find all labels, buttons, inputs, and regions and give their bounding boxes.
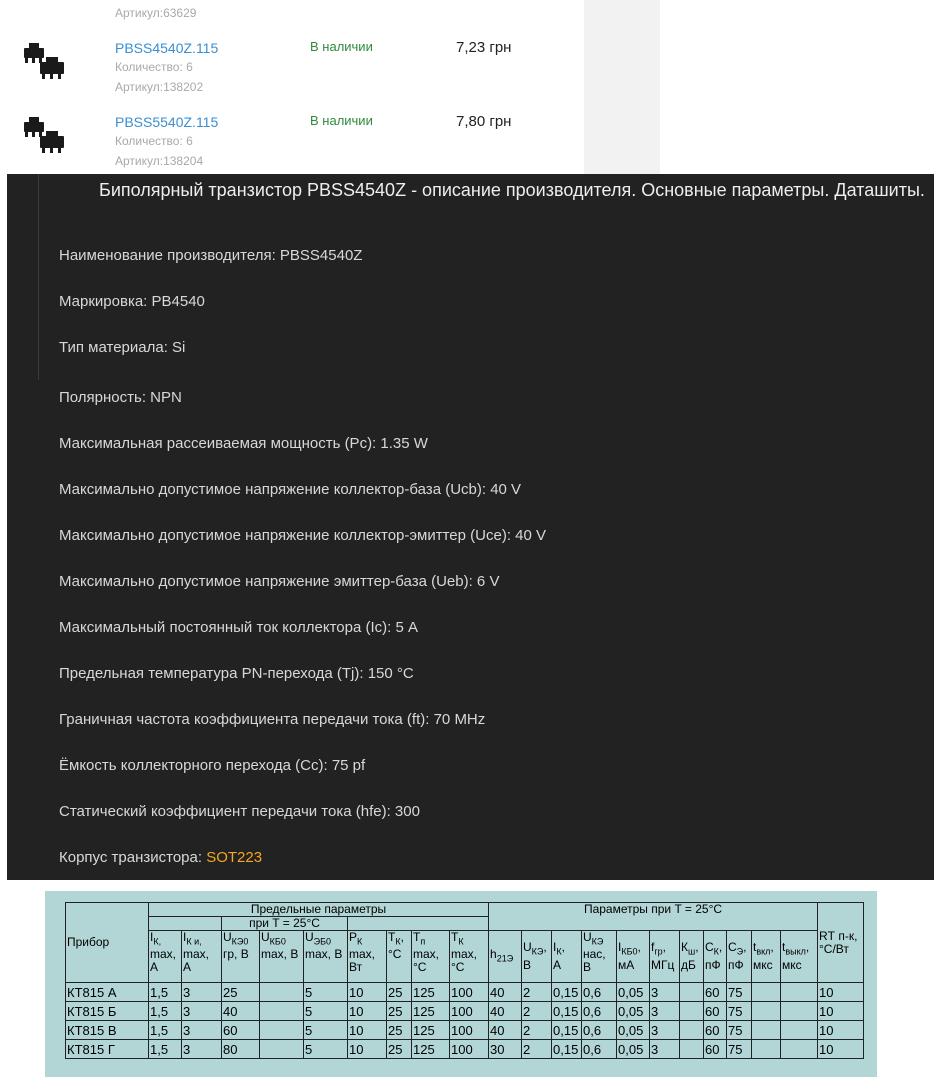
spec-uce: Максимально допустимое напряжение коллектор-эмиттер (Uce): 40 V [59, 527, 547, 544]
table-cell: 75 [727, 1040, 752, 1059]
table-cell [752, 1021, 781, 1040]
spec-power: Максимальная рассеиваемая мощность (Pc): 1.35 W [59, 435, 428, 452]
product-article: Артикул:138204 [115, 154, 204, 168]
limits-subheader: при T = 25°C [222, 917, 348, 931]
table-cell: 100 [450, 983, 489, 1002]
table-cell: 125 [412, 983, 450, 1002]
table-row [66, 1021, 864, 1040]
col-tk: $T_К$, °C [387, 931, 412, 983]
col-ksh: $К_ш$, дБ [680, 931, 704, 983]
table-cell: 10 [348, 1040, 387, 1059]
table-cell: 25 [222, 983, 260, 1002]
device-cell: КТ815 В [66, 1021, 149, 1040]
spec-hfe: Статический коэффициент передачи тока (hfe): 300 [59, 803, 420, 820]
spec-ft: Граничная частота коэффициента передачи тока (ft): 70 MHz [59, 711, 486, 728]
table-cell: 25 [387, 1002, 412, 1021]
list-right-panel [584, 0, 660, 174]
col-tk-max: $T_К$ max, °C [450, 931, 489, 983]
transistor-sot223-icon[interactable] [20, 40, 70, 80]
table-cell: 2 [522, 1040, 552, 1059]
table-cell: 125 [412, 1040, 450, 1059]
table-cell: 10 [818, 1021, 864, 1040]
table-cell: 40 [489, 1021, 522, 1040]
table-cell: 0,05 [617, 1021, 650, 1040]
table-cell [781, 983, 818, 1002]
col-ce: $C_Э$, пФ [727, 931, 752, 983]
col-ik-pulse: $I_{К и,}$ max, А [182, 931, 222, 983]
table-cell: 25 [387, 1021, 412, 1040]
table-cell: 0,15 [552, 1021, 582, 1040]
table-cell: 10 [348, 1002, 387, 1021]
col-toff: $t_{выкл}$, мкс [781, 931, 818, 983]
table-cell [781, 1002, 818, 1021]
table-cell: 60 [704, 983, 727, 1002]
spec-material: Тип материала: Si [59, 339, 186, 356]
table-cell: 10 [348, 1021, 387, 1040]
table-cell: 0,15 [552, 1002, 582, 1021]
table-cell: 5 [304, 1021, 348, 1040]
table-cell: 1,5 [149, 1040, 182, 1059]
col-ck: $C_К$, пФ [704, 931, 727, 983]
spec-cc: Ёмкость коллекторного перехода (Cc): 75 pf [59, 757, 366, 774]
table-cell: 3 [182, 1021, 222, 1040]
table-cell [781, 1021, 818, 1040]
table-row [66, 1040, 864, 1059]
device-cell: КТ815 Б [66, 1002, 149, 1021]
table-cell [260, 1040, 304, 1059]
col-pk: $P_К$ max, Вт [348, 931, 387, 983]
col-ueb0: $U_{ЭБ0}$ max, В [304, 931, 348, 983]
device-cell: КТ815 Г [66, 1040, 149, 1059]
table-cell: 60 [704, 1021, 727, 1040]
table-cell: 0,15 [552, 983, 582, 1002]
rt-header: RТ п-к, °С/Вт [818, 903, 864, 983]
table-cell: 40 [489, 1002, 522, 1021]
table-cell: 5 [304, 1040, 348, 1059]
table-cell: 100 [450, 1040, 489, 1059]
package-link[interactable]: SOT223 [206, 849, 263, 866]
col-ik: $I_{К,}$ max, А [149, 931, 182, 983]
table-cell: 5 [304, 1002, 348, 1021]
spec-package [59, 849, 262, 866]
partial-article: Артикул:63629 [115, 6, 197, 20]
table-cell: 60 [222, 1021, 260, 1040]
table-row [66, 983, 864, 1002]
table-cell [752, 1002, 781, 1021]
table-cell: 100 [450, 1002, 489, 1021]
transistor-spec-panel [7, 174, 934, 880]
table-cell [752, 1040, 781, 1059]
spec-tj: Предельная температура PN-перехода (Tj): 150 °C [59, 665, 414, 682]
col-uke0: $U_{КЭ0}$ гр, В [222, 931, 260, 983]
product-article: Артикул:138202 [115, 80, 204, 94]
limits-header: Предельные параметры [149, 903, 489, 917]
col-h21e: $h_{21Э}$ [489, 931, 522, 983]
table-cell: 30 [489, 1040, 522, 1059]
table-cell: 3 [650, 1021, 680, 1040]
spec-marking: Маркировка: PB4540 [59, 293, 205, 310]
table-cell [260, 983, 304, 1002]
table-cell: 3 [650, 1040, 680, 1059]
col-uke: $U_{КЭ}$, В [522, 931, 552, 983]
table-cell: 60 [704, 1002, 727, 1021]
product-quantity: Количество: 6 [115, 60, 193, 74]
table-cell: 0,05 [617, 1040, 650, 1059]
table-cell: 0,05 [617, 1002, 650, 1021]
table-cell: 10 [818, 1040, 864, 1059]
table-cell: 25 [387, 983, 412, 1002]
product-quantity: Количество: 6 [115, 134, 193, 148]
table-cell: 3 [650, 1002, 680, 1021]
kt815-table-image [45, 891, 877, 1077]
spec-polarity: Полярность: NPN [59, 389, 182, 406]
product-price: 7,23 грн [456, 39, 512, 56]
table-cell: 75 [727, 1021, 752, 1040]
col-ik2: $I_К$, А [552, 931, 582, 983]
table-cell: 125 [412, 1021, 450, 1040]
table-cell: 10 [348, 983, 387, 1002]
table-cell [680, 983, 704, 1002]
table-cell: 0,6 [582, 1002, 617, 1021]
spec-ic: Максимальный постоянный ток коллектора (Ic): 5 A [59, 619, 418, 636]
table-cell: 3 [182, 1002, 222, 1021]
table-cell: 60 [704, 1040, 727, 1059]
table-cell: 1,5 [149, 1021, 182, 1040]
col-ukb0: $U_{КБ0}$ max, В [260, 931, 304, 983]
col-fgr: $f_{гр}$, МГц [650, 931, 680, 983]
spacer-cell [348, 917, 489, 931]
table-cell: 100 [450, 1021, 489, 1040]
spacer-cell [149, 917, 222, 931]
table-cell [680, 1021, 704, 1040]
col-uke-sat: $U_{КЭ}$ нас, В [582, 931, 617, 983]
table-cell: 0,15 [552, 1040, 582, 1059]
table-cell: 2 [522, 1021, 552, 1040]
table-cell: 75 [727, 1002, 752, 1021]
spec-package-label: Корпус транзистора: [59, 849, 207, 866]
product-list [0, 0, 660, 174]
table-cell: 80 [222, 1040, 260, 1059]
table-cell [752, 983, 781, 1002]
table-cell [260, 1002, 304, 1021]
table-cell: 2 [522, 1002, 552, 1021]
table-cell: 2 [522, 983, 552, 1002]
col-tp: $T_п$ max, °C [412, 931, 450, 983]
table-cell [680, 1002, 704, 1021]
divider [38, 174, 39, 380]
product-name-link[interactable]: PBSS4540Z.115 [115, 40, 219, 56]
kt815-table [65, 902, 864, 1059]
table-cell: 10 [818, 1002, 864, 1021]
table-cell: 5 [304, 983, 348, 1002]
stock-status: В наличии [310, 113, 373, 128]
table-cell: 40 [489, 983, 522, 1002]
table-cell: 0,6 [582, 983, 617, 1002]
table-row [66, 1002, 864, 1021]
table-cell: 1,5 [149, 983, 182, 1002]
table-cell: 3 [182, 1040, 222, 1059]
params-header: Параметры при T = 25°C [489, 903, 818, 931]
table-cell: 0,6 [582, 1040, 617, 1059]
table-cell: 25 [387, 1040, 412, 1059]
transistor-sot223-icon[interactable] [20, 114, 70, 154]
spec-ueb: Максимально допустимое напряжение эмиттер-база (Ueb): 6 V [59, 573, 500, 590]
table-cell: 75 [727, 983, 752, 1002]
table-cell: 3 [182, 983, 222, 1002]
table-cell [680, 1040, 704, 1059]
table-cell: 10 [818, 983, 864, 1002]
product-price: 7,80 грн [456, 113, 512, 130]
table-cell: 0,6 [582, 1021, 617, 1040]
spec-manufacturer-name: Наименование производителя: PBSS4540Z [59, 247, 363, 264]
table-cell: 125 [412, 1002, 450, 1021]
table-cell [260, 1021, 304, 1040]
device-cell: КТ815 А [66, 983, 149, 1002]
table-cell: 40 [222, 1002, 260, 1021]
col-ikb0: $I_{КБ0}$, мА [617, 931, 650, 983]
stock-status: В наличии [310, 39, 373, 54]
product-name-link[interactable]: PBSS5540Z.115 [115, 114, 219, 130]
table-cell [781, 1040, 818, 1059]
table-cell: 1,5 [149, 1002, 182, 1021]
spec-title: Биполярный транзистор PBSS4540Z - описание производителя. Основные параметры. Даташиты. [99, 180, 925, 200]
spec-ucb: Максимально допустимое напряжение коллектор-база (Ucb): 40 V [59, 481, 522, 498]
table-cell: 0,05 [617, 983, 650, 1002]
table-cell: 3 [650, 983, 680, 1002]
table-body [66, 983, 864, 1059]
device-header: Прибор [66, 903, 149, 983]
col-ton: $t_{вкл}$, мкс [752, 931, 781, 983]
